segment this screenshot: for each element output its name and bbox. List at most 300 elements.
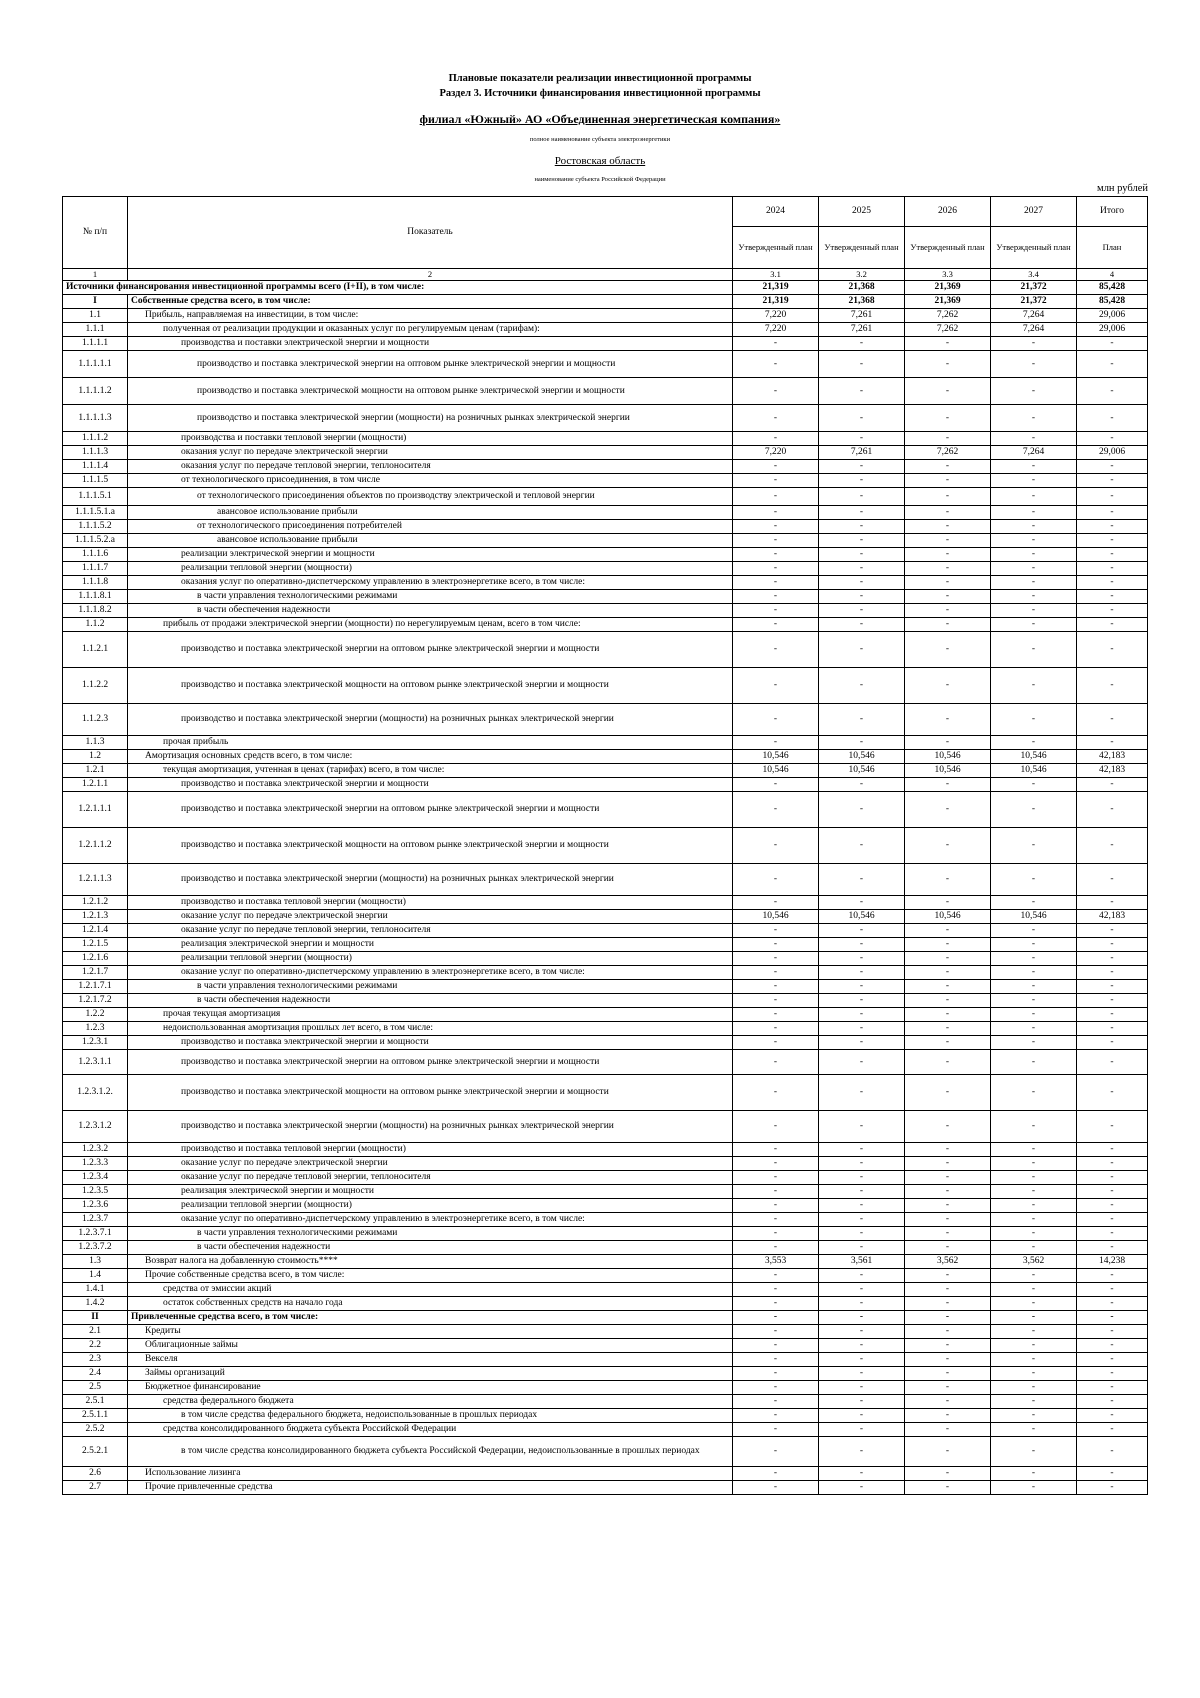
row-number: 1.2.3.7 — [63, 1213, 128, 1227]
row-total-value: - — [1077, 668, 1148, 704]
row-year-value: - — [905, 534, 991, 548]
row-indicator: производство и поставка электрической мощности на оптовом рынке электрической энергии и мощности — [128, 1075, 733, 1111]
row-year-value: - — [819, 520, 905, 534]
header-total: Итого — [1077, 197, 1148, 227]
table-row — [63, 792, 1148, 828]
row-year-value: - — [991, 1423, 1077, 1437]
row-year-value: - — [819, 351, 905, 378]
row-indicator: в части управления технологическими режимами — [128, 980, 733, 994]
row-number: 2.5 — [63, 1381, 128, 1395]
row-year-value: - — [819, 1111, 905, 1143]
row-number: 2.5.2 — [63, 1423, 128, 1437]
column-index: 3.3 — [905, 269, 991, 281]
row-year-value: - — [733, 432, 819, 446]
row-year-value: - — [733, 618, 819, 632]
row-year-value: - — [733, 405, 819, 432]
row-year-value: - — [733, 548, 819, 562]
table-row — [63, 405, 1148, 432]
table-row — [63, 1467, 1148, 1481]
row-indicator: в части обеспечения надежности — [128, 604, 733, 618]
row-total-value: - — [1077, 966, 1148, 980]
row-total-value: - — [1077, 351, 1148, 378]
row-total-value: - — [1077, 1311, 1148, 1325]
row-year-value: - — [733, 1353, 819, 1367]
row-year-value: - — [905, 405, 991, 432]
row-indicator: Прочие привлеченные средства — [128, 1481, 733, 1495]
row-number: 1.2.1.3 — [63, 910, 128, 924]
table-body — [63, 197, 1148, 1495]
row-year-value: - — [991, 474, 1077, 488]
row-year-value: - — [733, 632, 819, 668]
row-indicator: производства и поставки тепловой энергии (мощности) — [128, 432, 733, 446]
row-number: 1.1.1.3 — [63, 446, 128, 460]
row-year-value: - — [819, 792, 905, 828]
table-row — [63, 924, 1148, 938]
row-year-value: - — [905, 1467, 991, 1481]
title-line-1: Плановые показатели реализации инвестиционной программы — [448, 73, 752, 84]
row-total-value: 42,183 — [1077, 910, 1148, 924]
row-year-value: - — [905, 1311, 991, 1325]
row-year-value: - — [819, 778, 905, 792]
row-indicator: авансовое использование прибыли — [128, 506, 733, 520]
row-year-value: - — [905, 896, 991, 910]
row-total-value: - — [1077, 1213, 1148, 1227]
row-number: 1.2.3.2 — [63, 1143, 128, 1157]
table-row — [63, 750, 1148, 764]
row-year-value: - — [991, 1467, 1077, 1481]
table-row — [63, 828, 1148, 864]
row-indicator: недоиспользованная амортизация прошлых лет всего, в том числе: — [128, 1022, 733, 1036]
row-indicator: от технологического присоединения потребителей — [128, 520, 733, 534]
row-year-value: - — [991, 1325, 1077, 1339]
row-year-value: - — [733, 896, 819, 910]
row-year-value: - — [991, 778, 1077, 792]
row-indicator: производство и поставка электрической энергии и мощности — [128, 1036, 733, 1050]
row-year-value: - — [991, 1036, 1077, 1050]
row-year-value: - — [733, 1467, 819, 1481]
row-indicator: в том числе средства федерального бюджета, недоиспользованные в прошлых периодах — [128, 1409, 733, 1423]
row-year-value: - — [905, 618, 991, 632]
row-number: 1.1.2 — [63, 618, 128, 632]
row-number: 1.1.1.5.2 — [63, 520, 128, 534]
row-year-value: 3,553 — [733, 1255, 819, 1269]
row-indicator: Источники финансирования инвестиционной программы всего (I+II), в том числе: — [63, 281, 733, 295]
row-indicator: производство и поставка электрической энергии на оптовом рынке электрической энергии и мощности — [128, 351, 733, 378]
row-year-value: - — [819, 534, 905, 548]
row-total-value: - — [1077, 604, 1148, 618]
row-year-value: 7,261 — [819, 323, 905, 337]
row-year-value: - — [819, 562, 905, 576]
row-number: 1.4.2 — [63, 1297, 128, 1311]
row-year-value: - — [733, 1157, 819, 1171]
table-row — [63, 590, 1148, 604]
row-total-value: - — [1077, 1353, 1148, 1367]
row-year-value: - — [733, 562, 819, 576]
table-row — [63, 432, 1148, 446]
row-total-value: - — [1077, 590, 1148, 604]
row-indicator: производство и поставка электрической энергии (мощности) на розничных рынках электрической энергии — [128, 864, 733, 896]
row-year-value: - — [733, 337, 819, 351]
row-year-value: - — [991, 1213, 1077, 1227]
row-indicator: Облигационные займы — [128, 1339, 733, 1353]
header-plan-type: Утвержденный план — [733, 227, 819, 269]
table-row — [63, 1437, 1148, 1467]
row-year-value: - — [733, 520, 819, 534]
row-year-value: - — [905, 1111, 991, 1143]
row-indicator: оказание услуг по передаче электрической энергии — [128, 910, 733, 924]
table-row — [63, 1311, 1148, 1325]
row-year-value: 10,546 — [991, 910, 1077, 924]
row-year-value: - — [905, 590, 991, 604]
table-row — [63, 1050, 1148, 1075]
row-total-value: - — [1077, 994, 1148, 1008]
row-year-value: - — [991, 576, 1077, 590]
row-year-value: - — [819, 1269, 905, 1283]
row-year-value: - — [733, 1050, 819, 1075]
row-indicator: Бюджетное финансирование — [128, 1381, 733, 1395]
row-year-value: 7,261 — [819, 309, 905, 323]
row-total-value: - — [1077, 534, 1148, 548]
table-row — [63, 309, 1148, 323]
row-total-value: - — [1077, 520, 1148, 534]
row-indicator: производство и поставка электрической мощности на оптовом рынке электрической энергии и мощности — [128, 828, 733, 864]
row-year-value: - — [991, 1481, 1077, 1495]
row-year-value: - — [905, 460, 991, 474]
row-year-value: - — [733, 1409, 819, 1423]
row-year-value: - — [905, 864, 991, 896]
row-year-value: - — [991, 1008, 1077, 1022]
row-year-value: - — [819, 1157, 905, 1171]
row-year-value: - — [991, 1297, 1077, 1311]
row-total-value: - — [1077, 1269, 1148, 1283]
row-indicator: Займы организаций — [128, 1367, 733, 1381]
row-year-value: - — [733, 1395, 819, 1409]
row-number: 1.1.2.3 — [63, 704, 128, 736]
row-year-value: - — [991, 1143, 1077, 1157]
row-year-value: 3,562 — [991, 1255, 1077, 1269]
row-year-value: - — [733, 351, 819, 378]
row-indicator: производство и поставка электрической энергии и мощности — [128, 778, 733, 792]
row-year-value: - — [819, 1227, 905, 1241]
row-year-value: - — [991, 488, 1077, 506]
row-total-value: - — [1077, 378, 1148, 405]
row-year-value: - — [819, 938, 905, 952]
row-total-value: - — [1077, 1423, 1148, 1437]
row-indicator: производство и поставка электрической энергии на оптовом рынке электрической энергии и мощности — [128, 632, 733, 668]
row-total-value: - — [1077, 1437, 1148, 1467]
row-year-value: - — [905, 704, 991, 736]
row-indicator: прочая текущая амортизация — [128, 1008, 733, 1022]
row-indicator: оказания услуг по оперативно-диспетчерскому управлению в электроэнергетике всего, в том числе: — [128, 576, 733, 590]
table-row — [63, 562, 1148, 576]
row-number: 1.2.1.2 — [63, 896, 128, 910]
row-number: 1.1.2.2 — [63, 668, 128, 704]
row-total-value: - — [1077, 1157, 1148, 1171]
row-year-value: 10,546 — [905, 910, 991, 924]
row-year-value: 21,369 — [905, 295, 991, 309]
row-number: 1.1.1.5.2.a — [63, 534, 128, 548]
row-year-value: - — [819, 1467, 905, 1481]
row-year-value: - — [819, 1283, 905, 1297]
row-year-value: 7,264 — [991, 309, 1077, 323]
column-index: 2 — [128, 269, 733, 281]
header-year: 2027 — [991, 197, 1077, 227]
row-year-value: - — [991, 1283, 1077, 1297]
row-total-value: - — [1077, 548, 1148, 562]
row-indicator: производство и поставка тепловой энергии (мощности) — [128, 896, 733, 910]
table-row — [63, 896, 1148, 910]
table-row — [63, 778, 1148, 792]
row-year-value: - — [991, 924, 1077, 938]
row-indicator: Использование лизинга — [128, 1467, 733, 1481]
row-year-value: - — [733, 1111, 819, 1143]
row-total-value: - — [1077, 488, 1148, 506]
row-year-value: - — [991, 966, 1077, 980]
row-total-value: 42,183 — [1077, 764, 1148, 778]
table-row — [63, 994, 1148, 1008]
row-year-value: - — [819, 668, 905, 704]
row-year-value: - — [991, 378, 1077, 405]
row-number: 1.2.3.5 — [63, 1185, 128, 1199]
table-row — [63, 1075, 1148, 1111]
row-year-value: - — [905, 1325, 991, 1339]
table-row — [63, 1227, 1148, 1241]
row-total-value: - — [1077, 1075, 1148, 1111]
row-year-value: 7,262 — [905, 323, 991, 337]
row-total-value: - — [1077, 1227, 1148, 1241]
row-year-value: - — [819, 1050, 905, 1075]
row-year-value: - — [905, 1409, 991, 1423]
row-number: 2.7 — [63, 1481, 128, 1495]
row-year-value: - — [905, 1283, 991, 1297]
row-number: 1.1.1.4 — [63, 460, 128, 474]
row-year-value: - — [905, 1036, 991, 1050]
row-year-value: - — [905, 1297, 991, 1311]
row-year-value: - — [819, 924, 905, 938]
row-number: 1.1 — [63, 309, 128, 323]
row-indicator: средства консолидированного бюджета субъекта Российской Федерации — [128, 1423, 733, 1437]
row-number: 1.1.1.5.1.a — [63, 506, 128, 520]
row-year-value: - — [905, 520, 991, 534]
row-year-value: - — [819, 994, 905, 1008]
row-year-value: - — [905, 1241, 991, 1255]
row-year-value: - — [733, 474, 819, 488]
row-total-value: 42,183 — [1077, 750, 1148, 764]
table-row — [63, 1143, 1148, 1157]
row-year-value: - — [905, 828, 991, 864]
row-year-value: - — [991, 938, 1077, 952]
row-indicator: Возврат налога на добавленную стоимость**** — [128, 1255, 733, 1269]
row-year-value: - — [819, 337, 905, 351]
row-indicator: средства от эмиссии акций — [128, 1283, 733, 1297]
row-year-value: 10,546 — [733, 750, 819, 764]
row-number: I — [63, 295, 128, 309]
row-number: 2.5.1.1 — [63, 1409, 128, 1423]
row-year-value: - — [905, 938, 991, 952]
row-year-value: 21,368 — [819, 295, 905, 309]
row-year-value: 10,546 — [991, 764, 1077, 778]
row-indicator: оказание услуг по оперативно-диспетчерскому управлению в электроэнергетике всего, в том числе: — [128, 966, 733, 980]
region-note: наименование субъекта Российской Федерации — [534, 176, 666, 183]
row-year-value: - — [991, 1409, 1077, 1423]
row-total-value: - — [1077, 864, 1148, 896]
title-line-2: Раздел 3. Источники финансирования инвестиционной программы — [439, 88, 761, 99]
table-row — [63, 1111, 1148, 1143]
row-year-value: - — [905, 1367, 991, 1381]
table-row — [63, 323, 1148, 337]
row-year-value: 10,546 — [733, 764, 819, 778]
row-number: 1.2.1.5 — [63, 938, 128, 952]
row-year-value: - — [905, 994, 991, 1008]
row-year-value: - — [905, 778, 991, 792]
row-year-value: - — [905, 792, 991, 828]
row-year-value: - — [905, 1213, 991, 1227]
row-indicator: производство и поставка электрической энергии (мощности) на розничных рынках электрической энергии — [128, 1111, 733, 1143]
row-year-value: - — [905, 632, 991, 668]
row-year-value: - — [991, 952, 1077, 966]
row-year-value: - — [819, 1339, 905, 1353]
row-year-value: - — [991, 1353, 1077, 1367]
row-total-value: - — [1077, 1143, 1148, 1157]
row-year-value: - — [733, 1311, 819, 1325]
row-indicator: Прибыль, направляемая на инвестиции, в том числе: — [128, 309, 733, 323]
row-total-value: - — [1077, 828, 1148, 864]
row-year-value: - — [819, 604, 905, 618]
row-total-value: - — [1077, 1395, 1148, 1409]
header-indicator: Показатель — [128, 197, 733, 269]
row-year-value: - — [991, 828, 1077, 864]
row-indicator: в части управления технологическими режимами — [128, 590, 733, 604]
row-indicator: в части обеспечения надежности — [128, 1241, 733, 1255]
row-year-value: - — [819, 1409, 905, 1423]
table-row — [63, 668, 1148, 704]
row-year-value: - — [905, 966, 991, 980]
row-year-value: - — [733, 1075, 819, 1111]
table-row — [63, 764, 1148, 778]
row-total-value: - — [1077, 736, 1148, 750]
table-row — [63, 1381, 1148, 1395]
row-year-value: - — [733, 534, 819, 548]
row-year-value: - — [905, 1353, 991, 1367]
row-number: 1.2 — [63, 750, 128, 764]
row-year-value: - — [991, 1022, 1077, 1036]
row-year-value: - — [991, 994, 1077, 1008]
row-year-value: - — [733, 1227, 819, 1241]
row-year-value: 10,546 — [819, 910, 905, 924]
row-year-value: - — [905, 337, 991, 351]
table-row — [63, 704, 1148, 736]
row-year-value: - — [991, 1199, 1077, 1213]
table-row — [63, 1481, 1148, 1495]
row-year-value: - — [905, 378, 991, 405]
row-year-value: - — [905, 1171, 991, 1185]
row-number: 1.2.1.1.2 — [63, 828, 128, 864]
table-row — [63, 1423, 1148, 1437]
row-year-value: 10,546 — [905, 750, 991, 764]
row-year-value: - — [819, 864, 905, 896]
row-total-value: - — [1077, 938, 1148, 952]
row-year-value: - — [905, 506, 991, 520]
row-year-value: - — [819, 1367, 905, 1381]
row-number: 1.2.3.1.2 — [63, 1111, 128, 1143]
row-number: 1.1.1.8.1 — [63, 590, 128, 604]
header-year: 2024 — [733, 197, 819, 227]
row-total-value: - — [1077, 924, 1148, 938]
row-year-value: 10,546 — [819, 764, 905, 778]
table-row — [63, 864, 1148, 896]
row-total-value: 85,428 — [1077, 281, 1148, 295]
row-year-value: 7,264 — [991, 446, 1077, 460]
row-year-value: - — [991, 1367, 1077, 1381]
row-number: 2.5.1 — [63, 1395, 128, 1409]
row-year-value: 10,546 — [819, 750, 905, 764]
row-total-value: - — [1077, 1381, 1148, 1395]
row-number: 1.2.1.4 — [63, 924, 128, 938]
row-number: 1.1.1.2 — [63, 432, 128, 446]
row-year-value: - — [733, 1022, 819, 1036]
row-year-value: - — [819, 1481, 905, 1495]
row-year-value: 21,372 — [991, 281, 1077, 295]
row-year-value: - — [905, 1143, 991, 1157]
row-number: 1.1.1.1.1 — [63, 351, 128, 378]
row-year-value: - — [733, 576, 819, 590]
table-row — [63, 1022, 1148, 1036]
row-year-value: - — [905, 604, 991, 618]
row-year-value: - — [733, 1036, 819, 1050]
row-number: II — [63, 1311, 128, 1325]
row-number: 1.2.1.1 — [63, 778, 128, 792]
row-year-value: - — [733, 736, 819, 750]
row-year-value: 10,546 — [733, 910, 819, 924]
row-indicator: производство и поставка электрической мощности на оптовом рынке электрической энергии и мощности — [128, 668, 733, 704]
row-indicator: от технологического присоединения объектов по производству электрической и тепловой энергии — [128, 488, 733, 506]
row-year-value: - — [733, 704, 819, 736]
row-indicator: в части управления технологическими режимами — [128, 1227, 733, 1241]
row-indicator: Привлеченные средства всего, в том числе: — [128, 1311, 733, 1325]
row-number: 1.2.3.4 — [63, 1171, 128, 1185]
row-year-value: - — [819, 1185, 905, 1199]
row-year-value: - — [733, 668, 819, 704]
row-number: 1.2.3.7.1 — [63, 1227, 128, 1241]
row-indicator: полученная от реализации продукции и оказанных услуг по регулируемым ценам (тарифам): — [128, 323, 733, 337]
row-total-value: - — [1077, 1050, 1148, 1075]
table-row — [63, 1255, 1148, 1269]
row-total-value: - — [1077, 1241, 1148, 1255]
row-year-value: - — [991, 704, 1077, 736]
table-row — [63, 1269, 1148, 1283]
row-number: 1.2.2 — [63, 1008, 128, 1022]
row-total-value: - — [1077, 704, 1148, 736]
row-indicator: реализация электрической энергии и мощности — [128, 1185, 733, 1199]
row-year-value: 21,319 — [733, 295, 819, 309]
row-year-value: - — [991, 668, 1077, 704]
row-number: 1.2.3.6 — [63, 1199, 128, 1213]
row-indicator: оказание услуг по передаче электрической энергии — [128, 1157, 733, 1171]
row-number: 1.1.1.5.1 — [63, 488, 128, 506]
row-total-value: - — [1077, 778, 1148, 792]
row-year-value: - — [991, 351, 1077, 378]
row-total-value: - — [1077, 1367, 1148, 1381]
row-number: 1.1.1.7 — [63, 562, 128, 576]
row-year-value: - — [819, 632, 905, 668]
row-indicator: производство и поставка электрической мощности на оптовом рынке электрической энергии и мощности — [128, 378, 733, 405]
row-year-value: - — [905, 1075, 991, 1111]
row-total-value: - — [1077, 896, 1148, 910]
row-year-value: 21,372 — [991, 295, 1077, 309]
row-indicator: производство и поставка электрической энергии на оптовом рынке электрической энергии и мощности — [128, 1050, 733, 1075]
row-year-value: - — [819, 952, 905, 966]
row-year-value: - — [991, 590, 1077, 604]
